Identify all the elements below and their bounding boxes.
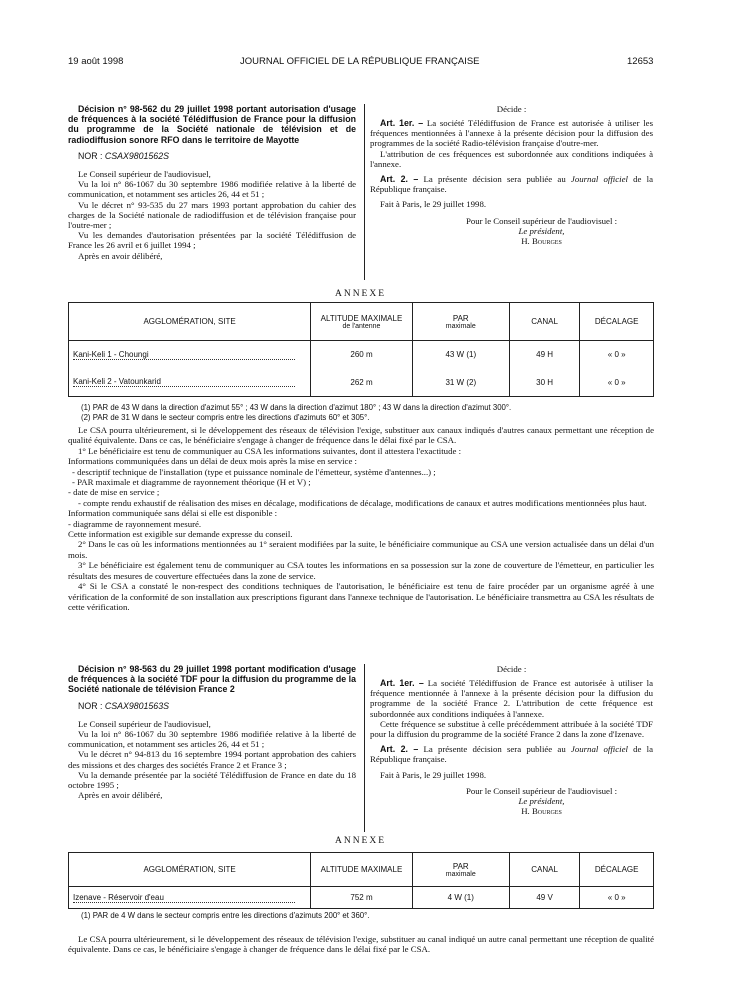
decision1-para: Vu le décret n° 93-535 du 27 mars 1993 portant approbation du cahier des charges de la Société nationale de radiodiffusion et de télévision française pour l'outre-mer ; [68, 199, 356, 231]
page-number: 12653 [627, 56, 654, 67]
decision2-para: Le Conseil supérieur de l'audiovisuel, [78, 718, 211, 729]
page-date: 19 août 1998 [68, 56, 124, 67]
col-header-par: PAR maximale [412, 303, 509, 341]
col-header-canal: CANAL [509, 303, 580, 341]
decision1-annexe-title: ANNEXE [334, 289, 387, 299]
decision1-para: Vu les demandes d'autorisation présentées par la société Télédiffusion de France les 26 avril et 6 juillet 1994 ; [68, 230, 356, 251]
table-row: Kani-Keli 1 - Choungi 260 m 43 W (1) 49 H « 0 » [69, 341, 654, 369]
decision2-annexe-title: ANNEXE [334, 836, 387, 846]
decide-label: Décide : [496, 104, 527, 114]
decision1-title: Décision n° 98-562 du 29 juillet 1998 portant autorisation d'usage de fréquences à la société Télédiffusion de France pour la diffusion du programme de la Société nationale de télévision et de radiodiffusion sonore RFO dans le territoire de Mayotte [68, 104, 356, 145]
decision2-para: Vu la loi n° 86-1067 du 30 septembre 1986 modifiée relative à la liberté de communication, et notamment ses articles 26, 44 et 51 ; [68, 729, 356, 750]
decision1-para: Après en avoir délibéré, [78, 250, 163, 261]
decision1-art1-p2: L'attribution de ces fréquences est subordonnée aux conditions indiquées à l'annexe. [370, 148, 653, 169]
decision1-body: Le CSA pourra ultérieurement, si le développement des réseaux de télévision l'exige, substituer aux canaux indiqués d'autres canaux permettant une réception de qualité équivalente. Dans ce cas, le bénéficiaire s'engage à changer de fréquence dans le délai fixé par le CSA. 1° Le bénéficiaire est tenu de communiquer au CSA les informations suivantes, dont il attestera l'exactitude : Informations communiquées dans un délai de deux mois après la mise en service : - descriptif technique de l'installation (type et puissance nominale de l'émetteur, système d'antennes...) ; - PAR maximale et diagramme de rayonnement théorique (H et V) ; - date de mise en service ; - compte rendu exhaustif de réalisation des mises en décalage, modifications de décalage, modifications de canaux et autres modifications mentionnées plus haut. Information communiquée sans délai si elle est disponible : - diagramme de rayonnement mesuré. Cette information est exigible sur demande expresse du conseil. 2° Dans le cas où les informations mentionnées au 1° seraient modifiées par la suite, le bénéficiaire communique au CSA une version actualisée dans un délai d'un mois. 3° Le bénéficiaire est également tenu de communiquer au CSA toutes les informations en sa possession sur la zone de couverture de l'émetteur, en particulier les résultats des mesures de couverture effectuées dans la zone de service. 4° Si le CSA a constaté le non-respect des conditions techniques de l'autorisation, le bénéficiaire est tenu de faire procéder par un organisme agréé à une vérification de la conformité de son installation aux prescriptions figurant dans l'annexe technique de l'autorisation. Le bénéficiaire transmettra au CSA les résultats de cette vérification. [68, 425, 654, 612]
decision1-signature: Pour le Conseil supérieur de l'audiovisuel : Le président, H. Bourges [465, 215, 618, 247]
table-row: Kani-Keli 2 - Vatounkarid 262 m 31 W (2) 30 H « 0 » [69, 369, 654, 397]
decision1-nor: NOR : CSAX9801562S [78, 150, 169, 161]
column-divider [364, 664, 365, 832]
col-header-decalage: DÉCALAGE [580, 303, 654, 341]
decision2-nor: NOR : CSAX9801563S [78, 700, 169, 711]
decision1-notes: (1) PAR de 43 W dans la direction d'azimut 55° ; 43 W dans la direction d'azimut 180° ; 43 W dans la direction d'azimut 300°. (2) PAR de 31 W dans le secteur compris entre les directions d'azimuts 60° et 305°. [81, 403, 512, 422]
journal-title: JOURNAL OFFICIEL DE LA RÉPUBLIQUE FRANÇAISE [240, 56, 480, 67]
decision2-left-column [68, 664, 356, 800]
col-header-site: AGGLOMÉRATION, SITE [69, 853, 311, 887]
decision1-left-column [68, 104, 356, 261]
decision2-art1: Art. 1er. – La société Télédiffusion de France est autorisée à utiliser la fréquence mentionnée à l'annexe à la présente décision pour la diffusion du programme de la société France 2. L'attribution de cette fréquence est subordonnée aux conditions indiquées à l'annexe. [370, 678, 654, 719]
col-header-site: AGGLOMÉRATION, SITE [69, 303, 311, 341]
decision1-right-column [370, 104, 653, 246]
decision1-art2: Art. 2. – La présente décision sera publiée au Journal officiel de la République française. [370, 174, 653, 195]
decision1-para: Le Conseil supérieur de l'audiovisuel, [78, 169, 211, 180]
decision2-signature: Pour le Conseil supérieur de l'audiovisuel : Le président, H. Bourges [465, 785, 618, 817]
col-header-altitude: ALTITUDE MAXIMALE de l'antenne [311, 303, 413, 341]
decision2-annexe-table [68, 852, 654, 909]
table-row: Izenave - Réservoir d'eau 752 m 4 W (1) 49 V « 0 » [69, 887, 654, 909]
decision1-annexe-table [68, 302, 654, 397]
decision2-para: Vu le décret n° 94-813 du 16 septembre 1994 portant approbation des cahiers des missions et des charges des sociétés France 2 et France 3 ; [68, 749, 356, 770]
col-header-par: PAR maximale [412, 853, 509, 887]
decision2-note: (1) PAR de 4 W dans le secteur compris entre les directions d'azimuts 200° et 360°. [81, 911, 370, 920]
decision2-para: Vu la demande présentée par la société Télédiffusion de France en date du 18 octobre 1995 ; [68, 769, 356, 791]
decision2-title: Décision n° 98-563 du 29 juillet 1998 portant modification d'usage de fréquences à la société TDF pour la diffusion du programme de la Société nationale de télévision France 2 [68, 664, 356, 695]
col-header-altitude: ALTITUDE MAXIMALE [311, 853, 413, 887]
decision1-done: Fait à Paris, le 29 juillet 1998. [380, 199, 487, 210]
decision1-para: Vu la loi n° 86-1067 du 30 septembre 1986 modifiée relative à la liberté de communication, et notamment ses articles 26, 44 et 51 ; [68, 179, 356, 200]
decision2-body: Le CSA pourra ultérieurement, si le développement des réseaux de télévision l'exige, substituer au canal indiqué un autre canal permettant une réception de qualité équivalente. Dans ce cas, le bénéficiaire s'engage à changer de fréquence dans le délai fixé par le CSA. [68, 934, 654, 955]
decision1-art1: Art. 1er. – La société Télédiffusion de France est autorisée à utiliser les fréquences mentionnées à l'annexe à la présente décision pour la diffusion des programmes de la société Radio-télévision française d'outre-mer. [370, 118, 653, 149]
decision2-art2: Art. 2. – La présente décision sera publiée au Journal officiel de la République française. [370, 744, 653, 765]
decision2-para: Après en avoir délibéré, [78, 790, 163, 801]
decision2-art1-p2: Cette fréquence se substitue à celle précédemment attribuée à la société TDF pour la diffusion du programme de la société France 2 dans la zone d'Izenave. [370, 718, 653, 740]
decide-label: Décide : [496, 664, 527, 674]
col-header-decalage: DÉCALAGE [580, 853, 654, 887]
decision2-right-column [370, 664, 653, 816]
column-divider [364, 104, 365, 280]
col-header-canal: CANAL [509, 853, 580, 887]
decision2-done: Fait à Paris, le 29 juillet 1998. [380, 769, 487, 780]
